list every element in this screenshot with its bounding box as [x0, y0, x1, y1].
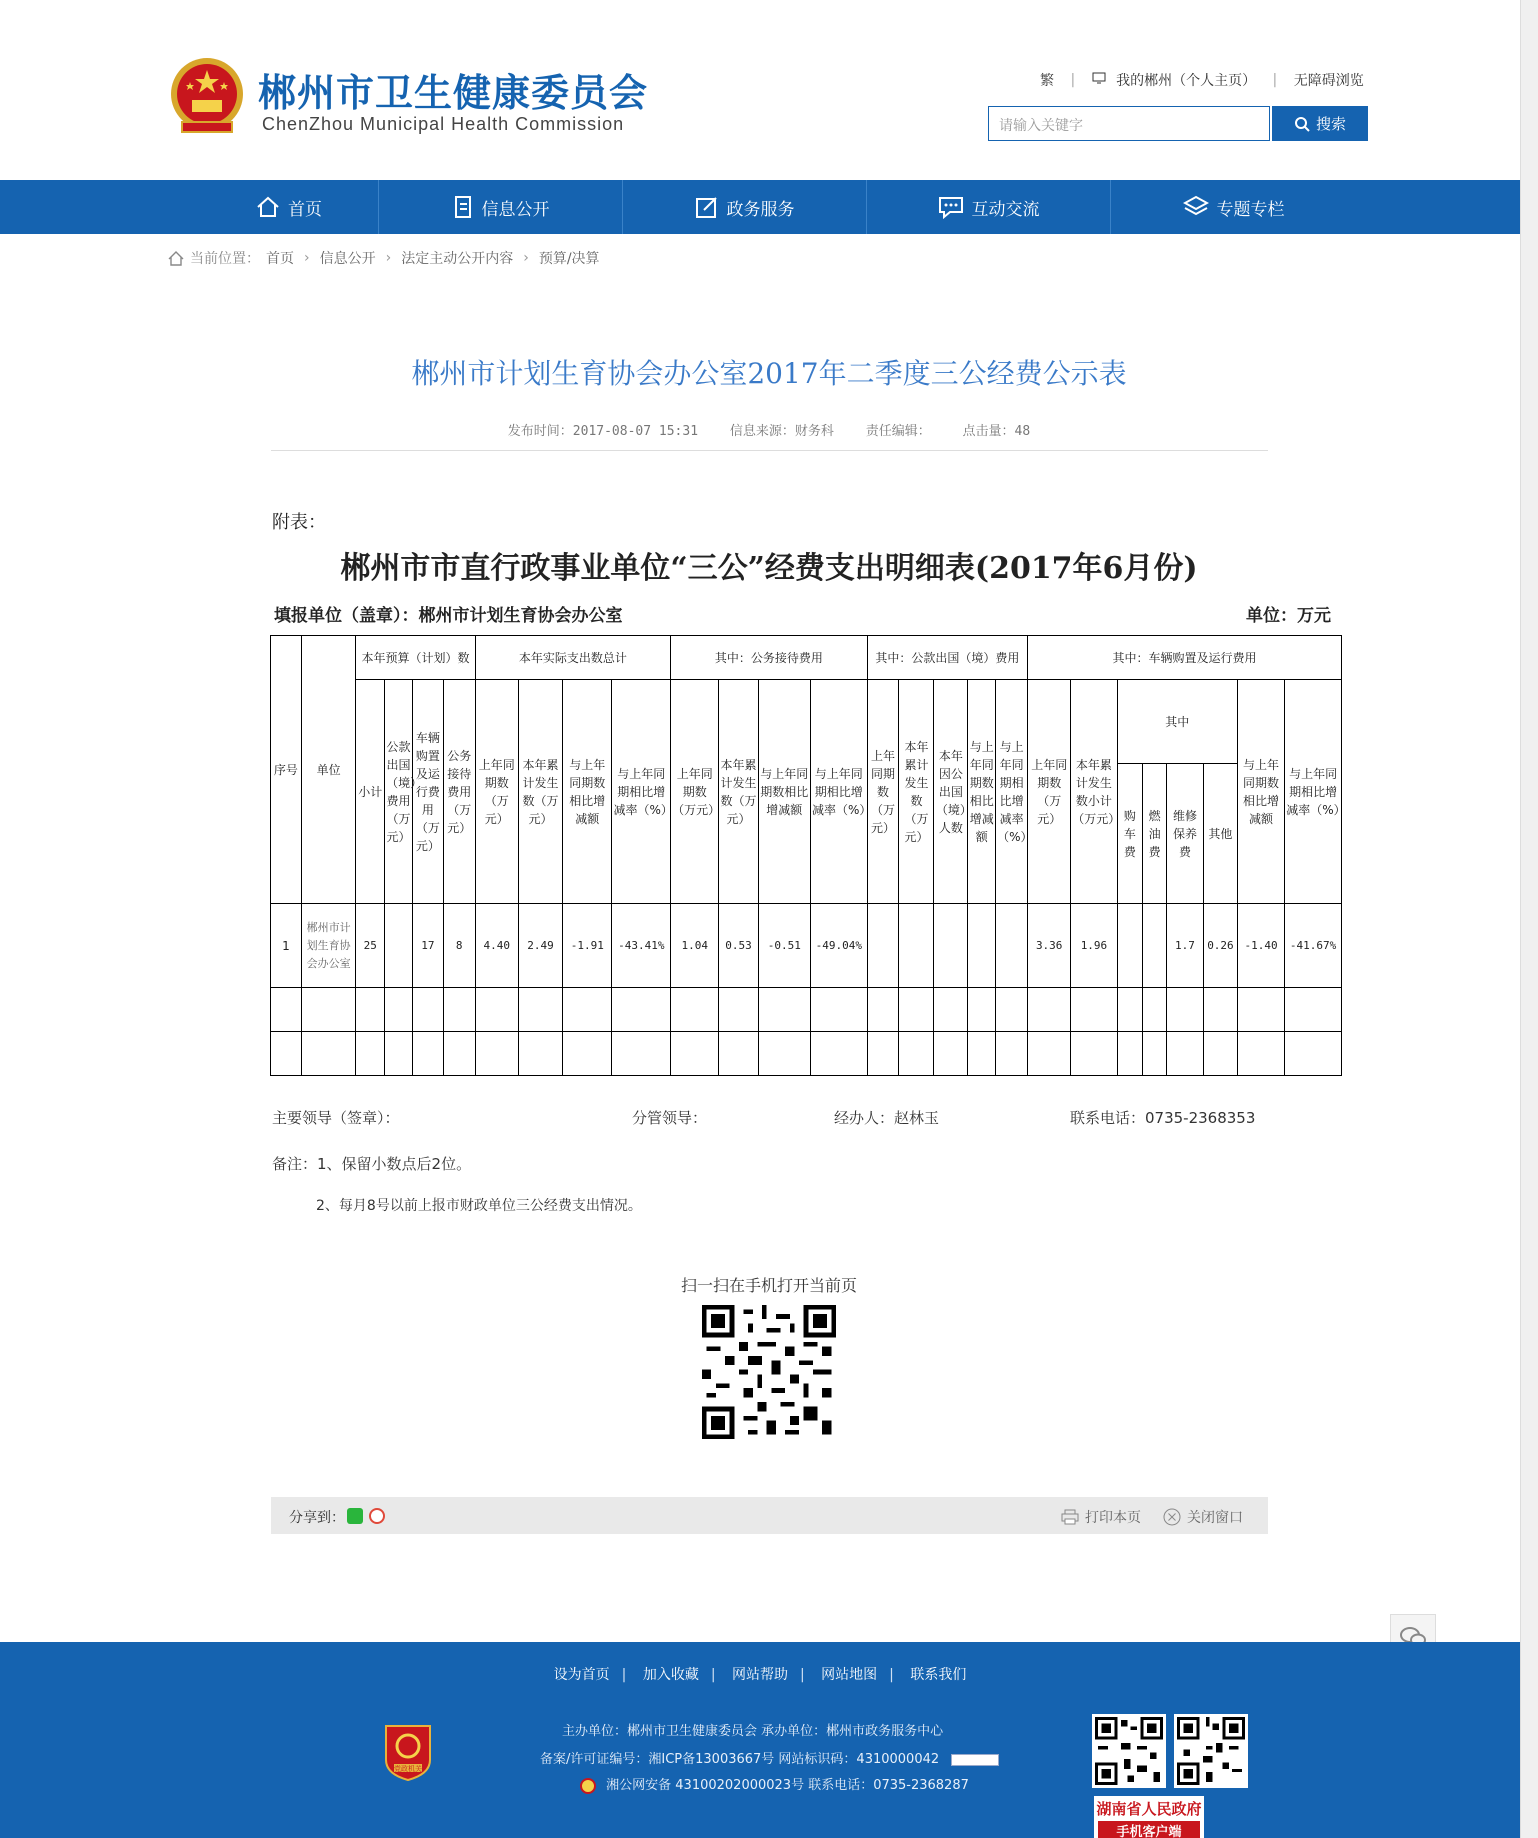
footer-police-text: 湘公网安备 43100202000023号 联系电话：0735-2368287 — [606, 1778, 969, 1793]
wechat-share-icon[interactable] — [347, 1508, 363, 1524]
header-cell: 上年同期数（万元） — [475, 680, 518, 904]
attachment-label: 附表： — [272, 512, 326, 533]
print-button[interactable] — [1061, 1507, 1141, 1527]
table-cell: -41.67% — [1285, 904, 1342, 988]
divider — [271, 450, 1268, 451]
hunan-gov-app-label: 湖南省人民政府 — [1096, 1800, 1202, 1818]
table-cell: 1 — [271, 904, 302, 988]
header-cell: 与上年同期数相比增减额 — [758, 680, 810, 904]
nav-label: 专题专栏 — [1216, 199, 1285, 220]
footer-link-set-home[interactable]: 设为首页 — [553, 1667, 610, 1683]
expense-table — [270, 635, 1346, 1076]
national-emblem-icon — [168, 56, 246, 136]
table-cell: -0.51 — [758, 904, 810, 988]
party-gov-badge-icon — [382, 1722, 434, 1782]
search-button[interactable] — [1272, 106, 1368, 141]
table-cell: 0.53 — [719, 904, 758, 988]
nav-item-info-public[interactable] — [379, 180, 622, 234]
close-icon — [1163, 1508, 1181, 1526]
traditional-chinese-link[interactable]: 繁 — [1040, 73, 1054, 89]
breadcrumb-item-budget[interactable]: 预算/决算 — [538, 251, 600, 267]
handler: 经办人：赵林玉 — [834, 1109, 940, 1127]
nav-item-interaction[interactable] — [867, 180, 1110, 234]
header-cell: 上年同期数（万元） — [867, 680, 899, 904]
table-cell — [385, 904, 413, 988]
layers-icon — [1183, 195, 1209, 219]
breadcrumb-item-home[interactable]: 首页 — [266, 251, 294, 267]
table-header-row — [271, 636, 1342, 680]
my-chenzhou-link[interactable]: 我的郴州（个人主页） — [1116, 73, 1257, 89]
site-title: 郴州市卫生健康委员会 — [258, 71, 649, 115]
police-badge-icon — [580, 1778, 596, 1794]
divider: | — [889, 1667, 894, 1683]
leader-signature: 主要领导（签章）： — [272, 1109, 400, 1127]
party-gov-badge[interactable] — [382, 1722, 434, 1782]
table-cell: -43.41% — [612, 904, 671, 988]
search-input[interactable]: 请输入关键字 — [988, 106, 1270, 141]
nav-label: 首页 — [288, 199, 322, 220]
footer-link-contact[interactable]: 联系我们 — [910, 1667, 967, 1683]
close-label: 关闭窗口 — [1187, 1510, 1243, 1526]
header-abroad: 其中：公款出国（境）费用 — [867, 636, 1028, 680]
document-icon — [452, 195, 474, 219]
table-cell: -1.91 — [563, 904, 612, 988]
top-links — [1040, 70, 1364, 90]
table-header-row — [271, 680, 1342, 764]
header-cell: 公务接待费用（万元） — [443, 680, 475, 904]
note-line: 备注：1、保留小数点后2位。 — [272, 1155, 472, 1173]
nav-item-special-topics[interactable] — [1111, 180, 1356, 234]
footer-icp — [540, 1748, 999, 1767]
weibo-share-icon[interactable] — [369, 1508, 385, 1524]
edit-icon — [695, 195, 719, 219]
table-cell: -49.04% — [811, 904, 868, 988]
table-cell: 25 — [356, 904, 385, 988]
header-cell: 与上年同期数相比增减额 — [563, 680, 612, 904]
scrollbar[interactable] — [1520, 0, 1538, 1838]
table-cell: 1.7 — [1166, 904, 1203, 988]
table-cell — [899, 904, 934, 988]
contact-phone: 联系电话：0735-2368353 — [1070, 1109, 1256, 1127]
table-cell: 17 — [412, 904, 443, 988]
nav-label: 信息公开 — [481, 199, 550, 220]
header-cell: 小计 — [356, 680, 385, 904]
table-cell — [934, 904, 968, 988]
nav-item-home[interactable] — [200, 180, 378, 234]
divider: | — [621, 1667, 627, 1683]
divider: | — [710, 1667, 716, 1683]
home-icon — [168, 251, 184, 266]
footer-links — [0, 1664, 1520, 1684]
note-line: 2、每月8号以前上报市财政单位三公经费支出情况。 — [316, 1198, 642, 1214]
main-nav — [0, 180, 1520, 234]
breadcrumb-prefix: 当前位置： — [190, 251, 260, 267]
qr-code-icon — [1174, 1714, 1248, 1788]
header-cell: 上年同期数（万元） — [1028, 680, 1071, 904]
header-cell: 上年同期数（万元） — [671, 680, 719, 904]
fill-unit: 填报单位（盖章）：郴州市计划生育协会办公室 — [274, 606, 623, 626]
printer-icon — [1061, 1509, 1079, 1525]
table-cell: -1.40 — [1237, 904, 1284, 988]
header-among: 其中 — [1117, 680, 1237, 764]
footer-link-sitemap[interactable]: 网站地图 — [821, 1667, 878, 1683]
table-cell — [968, 904, 996, 988]
header-cell: 与上年同期数相比增减额 — [1237, 680, 1284, 904]
qr-label: 扫一扫在手机打开当前页 — [680, 1276, 857, 1295]
table-cell — [1143, 904, 1167, 988]
header-cell: 本年累计发生数（万元） — [518, 680, 562, 904]
search-icon — [1294, 116, 1310, 132]
footer-police — [580, 1774, 969, 1794]
table-cell — [1117, 904, 1143, 988]
header-cell: 与上年同期数相比增减额 — [968, 680, 996, 904]
click-count: 点击量：48 — [962, 424, 1031, 439]
party-gov-badge-label: 党政机关 — [394, 1765, 422, 1773]
share-bar — [271, 1497, 1268, 1534]
table-row — [271, 988, 1342, 1032]
table-cell: 郴州市计划生育协会办公室 — [301, 904, 356, 988]
publish-time: 发布时间：2017-08-07 15:31 — [507, 424, 699, 439]
header-cell: 购车费 — [1117, 764, 1143, 904]
breadcrumb-item-statutory[interactable]: 法定主动公开内容 — [401, 251, 514, 267]
table-title: 郴州市市直行政事业单位“三公”经费支出明细表(2017年6月份) — [340, 551, 1198, 586]
header-reception: 其中：公务接待费用 — [671, 636, 867, 680]
header-cell: 本年因公出国（境）人数 — [934, 680, 968, 904]
article-title: 郴州市计划生育协会办公室2017年二季度三公经费公示表 — [411, 357, 1127, 390]
search-button-label: 搜索 — [1315, 115, 1346, 133]
table-cell: 2.49 — [518, 904, 562, 988]
close-window-button[interactable] — [1163, 1507, 1243, 1527]
divider: | — [800, 1667, 805, 1683]
header-cell: 本年累计发生数（万元） — [899, 680, 934, 904]
chevron-right-icon: › — [385, 250, 392, 266]
monitor-icon — [1092, 72, 1106, 88]
table-row — [271, 1032, 1342, 1076]
header-cell: 公款出国（境）费用（万元） — [385, 680, 413, 904]
accessible-browse-link[interactable]: 无障碍浏览 — [1293, 73, 1364, 89]
share-label: 分享到： — [289, 1510, 345, 1526]
cnzz-badge[interactable] — [951, 1754, 999, 1766]
header-cell: 与上年同期相比增减率（%） — [1285, 680, 1342, 904]
table-cell: 4.40 — [475, 904, 518, 988]
header-cell: 与上年同期相比增减率（%） — [996, 680, 1028, 904]
header-budget: 本年预算（计划）数 — [356, 636, 475, 680]
footer-link-help[interactable]: 网站帮助 — [732, 1667, 788, 1683]
article-meta — [0, 420, 1538, 439]
header — [0, 0, 1538, 180]
in-charge-signature: 分管领导： — [632, 1109, 708, 1127]
info-source: 信息来源：财务科 — [729, 424, 834, 439]
header-seq: 序号 — [271, 636, 302, 904]
breadcrumb — [168, 248, 600, 268]
divider: | — [1070, 72, 1076, 88]
header-cell: 与上年同期相比增减率（%） — [811, 680, 868, 904]
table-cell: 1.04 — [671, 904, 719, 988]
footer-icp-text: 备案/许可证编号：湘ICP备13003667号 网站标识码：4310000042 — [540, 1752, 940, 1767]
table-row — [271, 904, 1342, 988]
header-cell: 本年累计发生数（万元） — [719, 680, 758, 904]
footer — [0, 1642, 1520, 1838]
editor: 责任编辑： — [865, 424, 931, 439]
table-cell — [867, 904, 899, 988]
print-label: 打印本页 — [1085, 1510, 1141, 1526]
header-unit: 单位 — [301, 636, 356, 904]
header-cell: 燃油费 — [1143, 764, 1167, 904]
nav-label: 互动交流 — [971, 199, 1040, 220]
table-cell: 3.36 — [1028, 904, 1071, 988]
site-subtitle: ChenZhou Municipal Health Commission — [262, 114, 625, 134]
header-cell: 维修保养费 — [1166, 764, 1203, 904]
table-cell: 1.96 — [1071, 904, 1117, 988]
header-cell: 其他 — [1203, 764, 1237, 904]
unit-label: 单位：万元 — [1246, 606, 1331, 626]
chevron-right-icon: › — [523, 250, 529, 266]
table-cell: 8 — [443, 904, 475, 988]
header-cell: 本年累计发生数小计（万元） — [1071, 680, 1117, 904]
chevron-right-icon: › — [304, 250, 310, 266]
header-cell: 与上年同期相比增减率（%） — [612, 680, 671, 904]
header-cell: 车辆购置及运行费用（万元） — [412, 680, 443, 904]
qr-code-icon — [1092, 1714, 1166, 1788]
hunan-gov-app-sub: 手机客户端 — [1098, 1821, 1200, 1838]
chat-icon — [938, 195, 964, 219]
divider: | — [1272, 72, 1278, 88]
footer-link-bookmark[interactable]: 加入收藏 — [642, 1667, 699, 1683]
table-cell — [996, 904, 1028, 988]
hunan-gov-app-badge[interactable] — [1094, 1796, 1204, 1838]
nav-label: 政务服务 — [726, 199, 795, 220]
home-icon — [256, 196, 280, 218]
nav-item-gov-service[interactable] — [623, 180, 866, 234]
table-cell: 0.26 — [1203, 904, 1237, 988]
header-actual: 本年实际支出数总计 — [475, 636, 670, 680]
header-vehicle: 其中：车辆购置及运行费用 — [1028, 636, 1342, 680]
footer-sponsor: 主办单位：郴州市卫生健康委员会 承办单位：郴州市政务服务中心 — [562, 1724, 944, 1739]
breadcrumb-item-info-public[interactable]: 信息公开 — [319, 251, 376, 267]
qr-code-icon — [702, 1305, 836, 1439]
